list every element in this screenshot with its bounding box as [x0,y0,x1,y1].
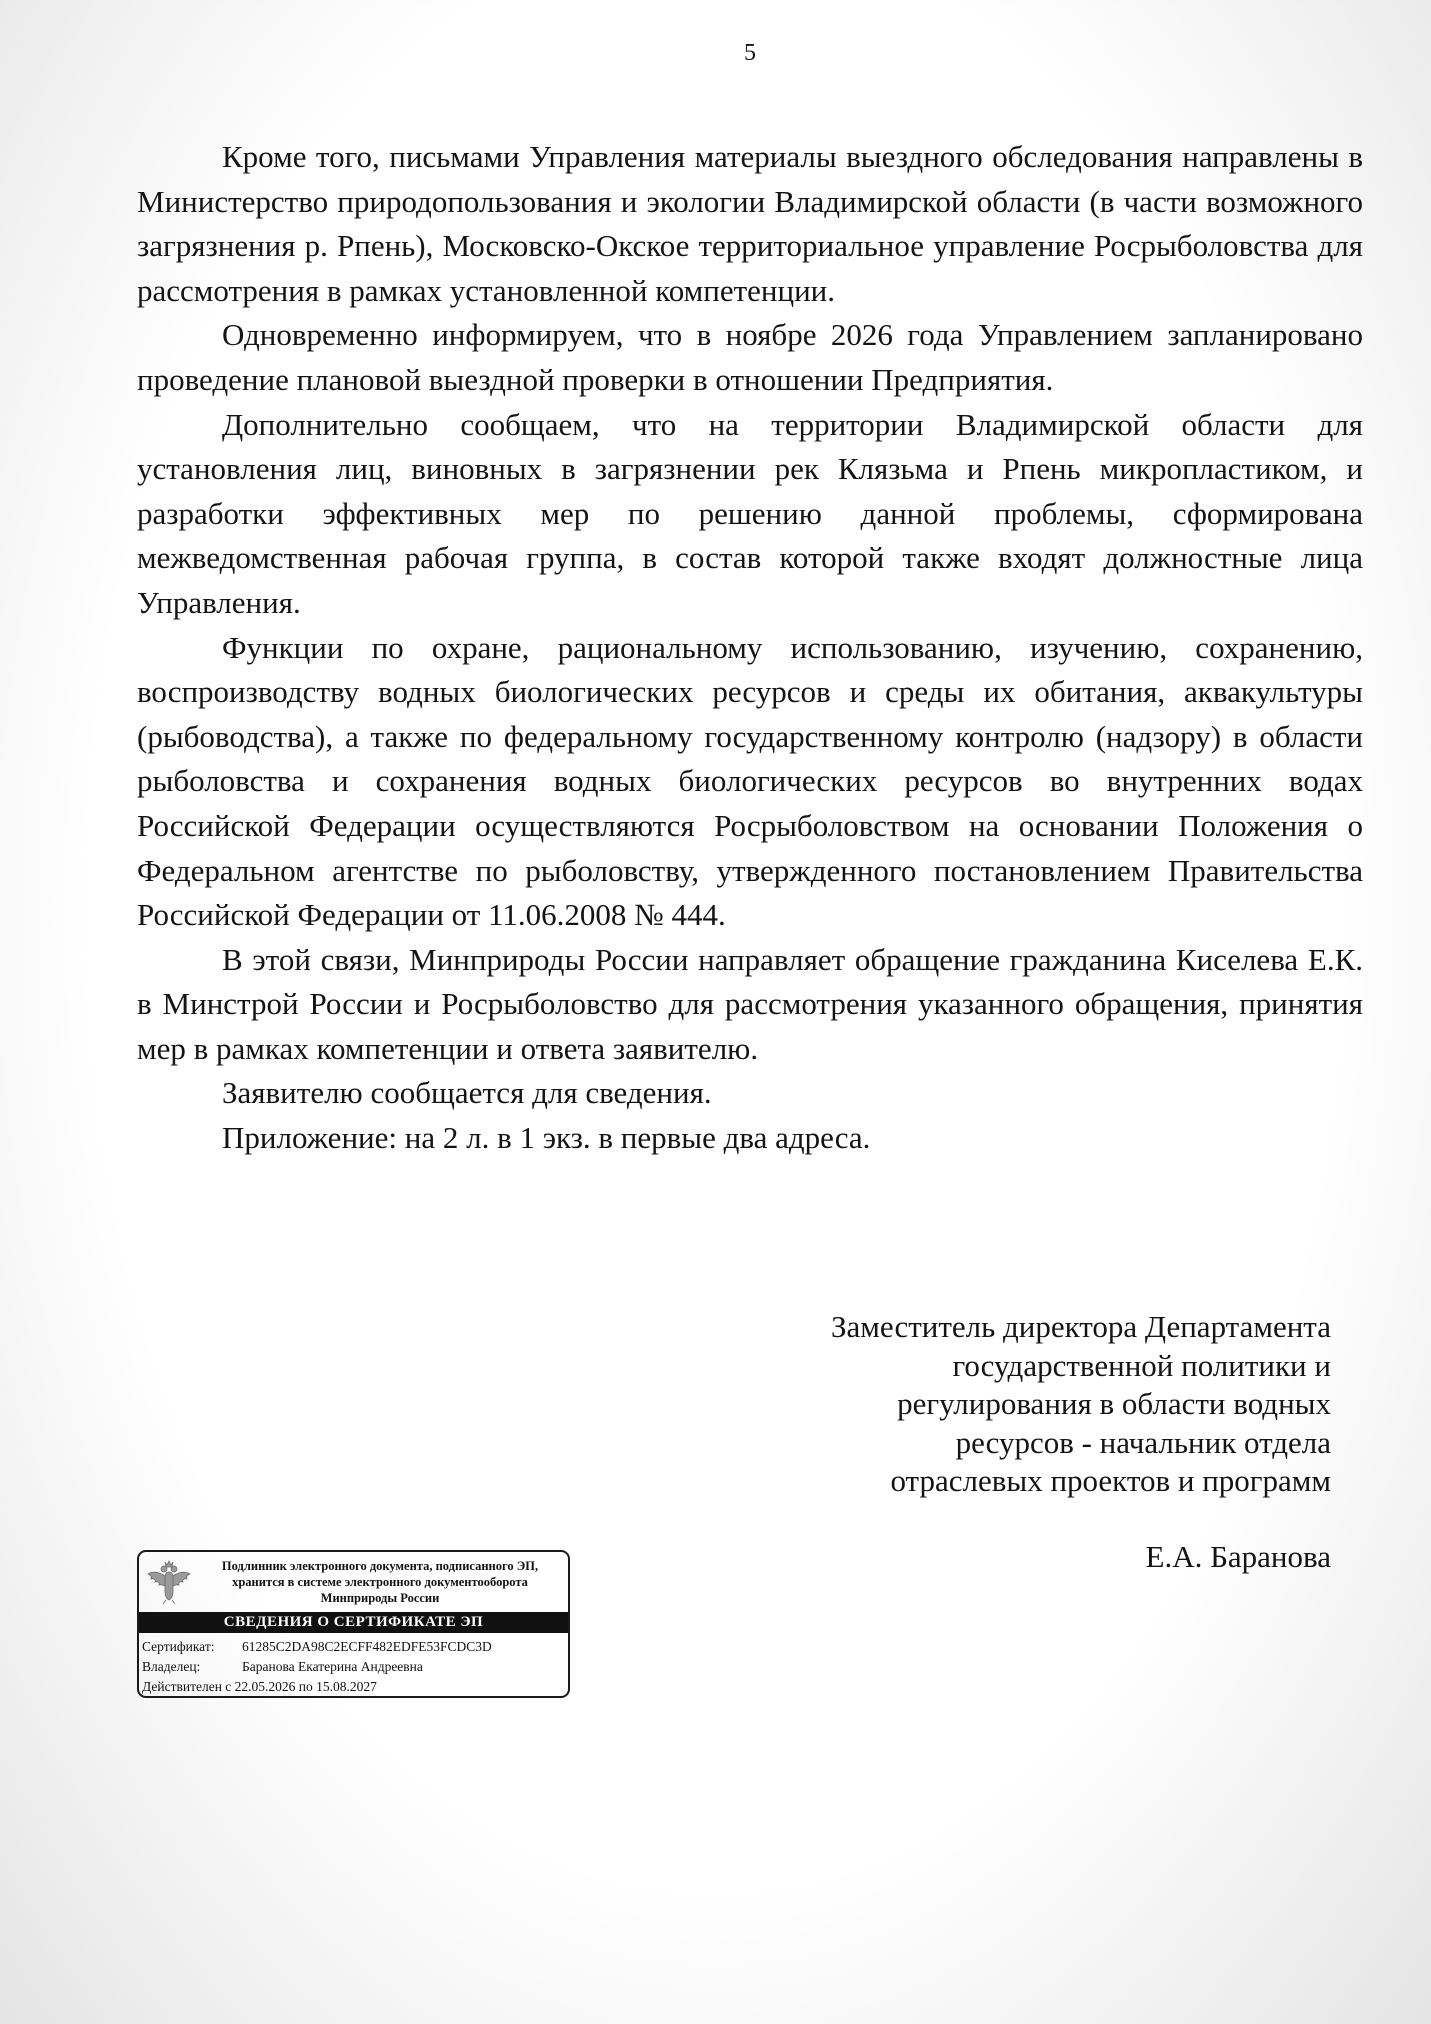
certificate-value: 61285C2DA98C2ECFF482EDFE53FCDC3D [242,1639,492,1654]
paragraph: Кроме того, письмами Управления материалы выездного обследования направлены в Министерство природопользования и экологии Владимирской области (в части возможного загрязнения р. Рпень), Московско-Окское территориальное управление Росрыболовства для рассмотрения в рамках установленной компетенции. [137,139,1363,308]
stamp-header-line: хранится в системе электронного документооборота [232,1575,528,1589]
owner-row [142,1657,492,1677]
electronic-signature-stamp [137,1550,570,1698]
signatory-position-line: регулирования в области водных [897,1386,1331,1421]
stamp-certificate-details [142,1637,492,1697]
stamp-header [195,1558,565,1606]
attachment-note: Приложение: на 2 л. в 1 экз. в первые два адреса. [222,1120,871,1156]
signatory-name: Е.А. Баранова [1145,1539,1331,1574]
signatory-position-line: Заместитель директора Департамента [831,1309,1331,1344]
signatory-position [631,1308,1331,1501]
paragraph: В этой связи, Минприроды России направляет обращение гражданина Киселева Е.К. в Минстрой России и Росрыболовство для рассмотрения указанного обращения, принятия мер в рамках компетенции и ответа заявителю. [137,941,1363,1066]
owner-value: Баранова Екатерина Андреевна [242,1659,423,1674]
validity-row: Действителен с 22.05.2026 по 15.08.2027 [142,1679,377,1694]
paragraph: Дополнительно сообщаем, что на территории Владимирской области для установления лиц, виновных в загрязнении рек Клязьма и Рпень микропластиком, и разработки эффективных мер по решению данной проблемы, сформирована межведомственная рабочая группа, в состав которой также входят должностные лица Управления. [137,406,1363,620]
stamp-header-line: Подлинник электронного документа, подписанного ЭП, [221,1559,539,1573]
signatory-position-line: ресурсов - начальник отдела [955,1424,1331,1460]
certificate-label: Сертификат: [142,1639,215,1654]
signatory-position-line: отраслевых проектов и программ [890,1463,1331,1498]
stamp-certificate-band: СВЕДЕНИЯ О СЕРТИФИКАТЕ ЭП [139,1612,568,1633]
signatory-position-line: государственной политики и [952,1347,1331,1383]
certificate-row [142,1637,492,1657]
paragraph: Заявителю сообщается для сведения. [222,1075,712,1111]
stamp-header-line: Минприроды России [320,1591,440,1605]
owner-label: Владелец: [142,1659,201,1674]
letter-body [137,135,1363,1161]
paragraph: Одновременно информируем, что в ноябре 2026 года Управлением запланировано проведение плановой выездной проверки в отношении Предприятия. [137,317,1363,397]
paragraph: Функции по охране, рациональному использованию, изучению, сохранению, воспроизводству водных биологических ресурсов и среды их обитания, аквакультуры (рыбоводства), а также по федеральному государственному контролю (надзору) в области рыболовства и сохранения водных биологических ресурсов во внутренних водах Российской Федерации осуществляются Росрыболовством на основании Положения о Федеральном агентстве по рыболовству, утвержденного постановлением Правительства Российской Федерации от 11.06.2008 № 444. [137,629,1363,933]
double-headed-eagle-icon [145,1558,193,1606]
page-number: 5 [744,40,756,66]
